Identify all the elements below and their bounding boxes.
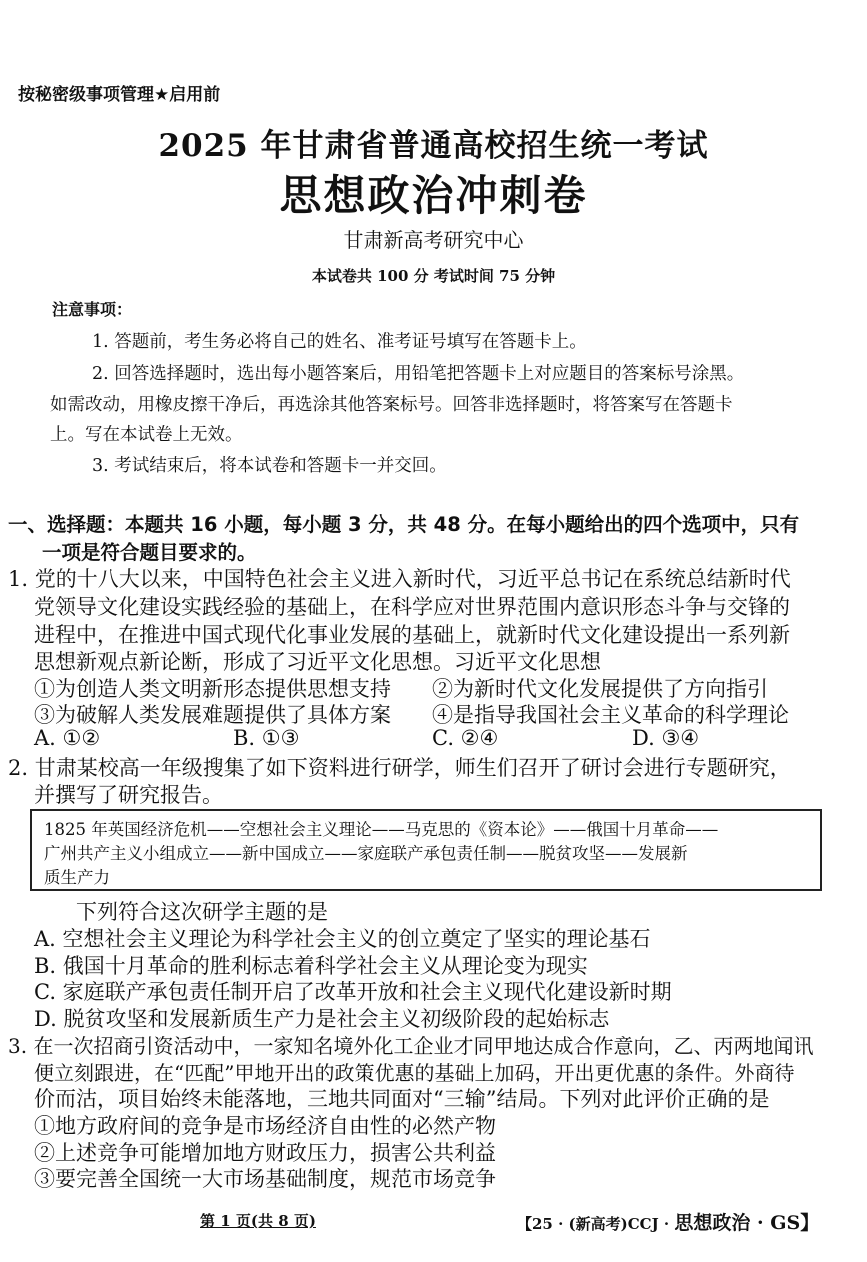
paper-code bbox=[517, 1208, 819, 1235]
q2-prompt: 下列符合这次研学主题的是 bbox=[76, 900, 328, 924]
q1-option-b: B. ①③ bbox=[233, 726, 300, 750]
q2-material-line: 1825 年英国经济危机——空想社会主义理论——马克思的《资本论》——俄国十月革命—— bbox=[44, 820, 719, 839]
q2-material-line: 质生产力 bbox=[44, 868, 110, 887]
organization: 甘肃新高考研究中心 bbox=[343, 228, 524, 252]
q3-stem-line: 3. 在一次招商引资活动中，一家知名境外化工企业才同甲地达成合作意向，乙、丙两地闻讯 bbox=[8, 1034, 814, 1058]
paper-code-subject: 思想政治 · GS bbox=[674, 1212, 801, 1234]
notice-line: 3. 考试结束后，将本试卷和答题卡一并交回。 bbox=[92, 456, 447, 476]
q2-stem-line: 2. 甘肃某校高一年级搜集了如下资料进行研学，师生们召开了研讨会进行专题研究， bbox=[8, 756, 791, 780]
notice-line: 上。写在本试卷上无效。 bbox=[50, 425, 243, 445]
q2-option-a: A. 空想社会主义理论为科学社会主义的创立奠定了坚实的理论基石 bbox=[34, 927, 651, 951]
q1-stem-line: 1. 党的十八大以来，中国特色社会主义进入新时代，习近平总书记在系统总结新时代 bbox=[8, 567, 791, 591]
q2-option-c: C. 家庭联产承包责任制开启了改革开放和社会主义现代化建设新时期 bbox=[34, 980, 672, 1004]
q2-option-d: D. 脱贫攻坚和发展新质生产力是社会主义初级阶段的起始标志 bbox=[34, 1007, 610, 1031]
paper-code-suffix: 】 bbox=[800, 1212, 820, 1234]
notice-line: 1. 答题前，考生务必将自己的姓名、准考证号填写在答题卡上。 bbox=[92, 332, 587, 352]
exam-meta: 本试卷共 100 分 考试时间 75 分钟 bbox=[311, 267, 556, 285]
section-heading-line2: 一项是符合题目要求的。 bbox=[42, 541, 257, 564]
q1-statement: ②为新时代文化发展提供了方向指引 bbox=[432, 677, 768, 701]
q1-stem-line: 党领导文化建设实践经验的基础上，在科学应对世界范围内意识形态斗争与交锋的 bbox=[34, 595, 790, 619]
notice-heading: 注意事项： bbox=[52, 300, 133, 319]
subject-title: 思想政治冲刺卷 bbox=[279, 171, 588, 220]
q2-option-b: B. 俄国十月革命的胜利标志着科学社会主义从理论变为现实 bbox=[34, 954, 588, 978]
q2-material-box bbox=[30, 809, 822, 891]
q1-statement: ③为破解人类发展难题提供了具体方案 bbox=[34, 703, 391, 727]
q1-statement: ①为创造人类文明新形态提供思想支持 bbox=[34, 677, 391, 701]
q3-stem-line: 价而沽，项目始终未能落地，三地共同面对“三输”结局。下列对此评价正确的是 bbox=[34, 1087, 770, 1111]
q1-option-a: A. ①② bbox=[34, 726, 101, 750]
q1-statement: ④是指导我国社会主义革命的科学理论 bbox=[432, 703, 789, 727]
paper-code-prefix: 【25 · (新高考)CCJ · bbox=[517, 1215, 675, 1233]
section-heading-line1: 一、选择题：本题共 16 小题，每小题 3 分，共 48 分。在每小题给出的四个选项中，只有 bbox=[8, 513, 800, 536]
q1-option-d: D. ③④ bbox=[632, 726, 700, 750]
q2-stem-line: 并撰写了研究报告。 bbox=[34, 783, 223, 807]
q3-statement: ①地方政府间的竞争是市场经济自由性的必然产物 bbox=[34, 1114, 496, 1138]
q3-stem-line: 便立刻跟进，在“匹配”甲地开出的政策优惠的基础上加码，开出更优惠的条件。外商待 bbox=[34, 1061, 795, 1085]
notice-line: 如需改动，用橡皮擦干净后，再选涂其他答案标号。回答非选择题时，将答案写在答题卡 bbox=[50, 395, 733, 415]
q1-option-c: C. ②④ bbox=[432, 726, 499, 750]
q3-statement: ③要完善全国统一大市场基础制度，规范市场竞争 bbox=[34, 1167, 496, 1191]
q1-stem-line: 进程中，在推进中国式现代化事业发展的基础上，就新时代文化建设提出一系列新 bbox=[34, 623, 790, 647]
q1-stem-line: 思想新观点新论断，形成了习近平文化思想。习近平文化思想 bbox=[34, 650, 601, 674]
notice-line: 2. 回答选择题时，选出每小题答案后，用铅笔把答题卡上对应题目的答案标号涂黑。 bbox=[92, 364, 745, 384]
exam-title: 2025 年甘肃省普通高校招生统一考试 bbox=[158, 128, 709, 164]
q2-material-line: 广州共产主义小组成立——新中国成立——家庭联产承包责任制——脱贫攻坚——发展新 bbox=[44, 844, 688, 863]
secret-notice: 按秘密级事项管理★启用前 bbox=[18, 85, 221, 105]
page-number: 第 1 页(共 8 页) bbox=[200, 1212, 316, 1230]
q3-statement: ②上述竞争可能增加地方财政压力，损害公共利益 bbox=[34, 1141, 496, 1165]
